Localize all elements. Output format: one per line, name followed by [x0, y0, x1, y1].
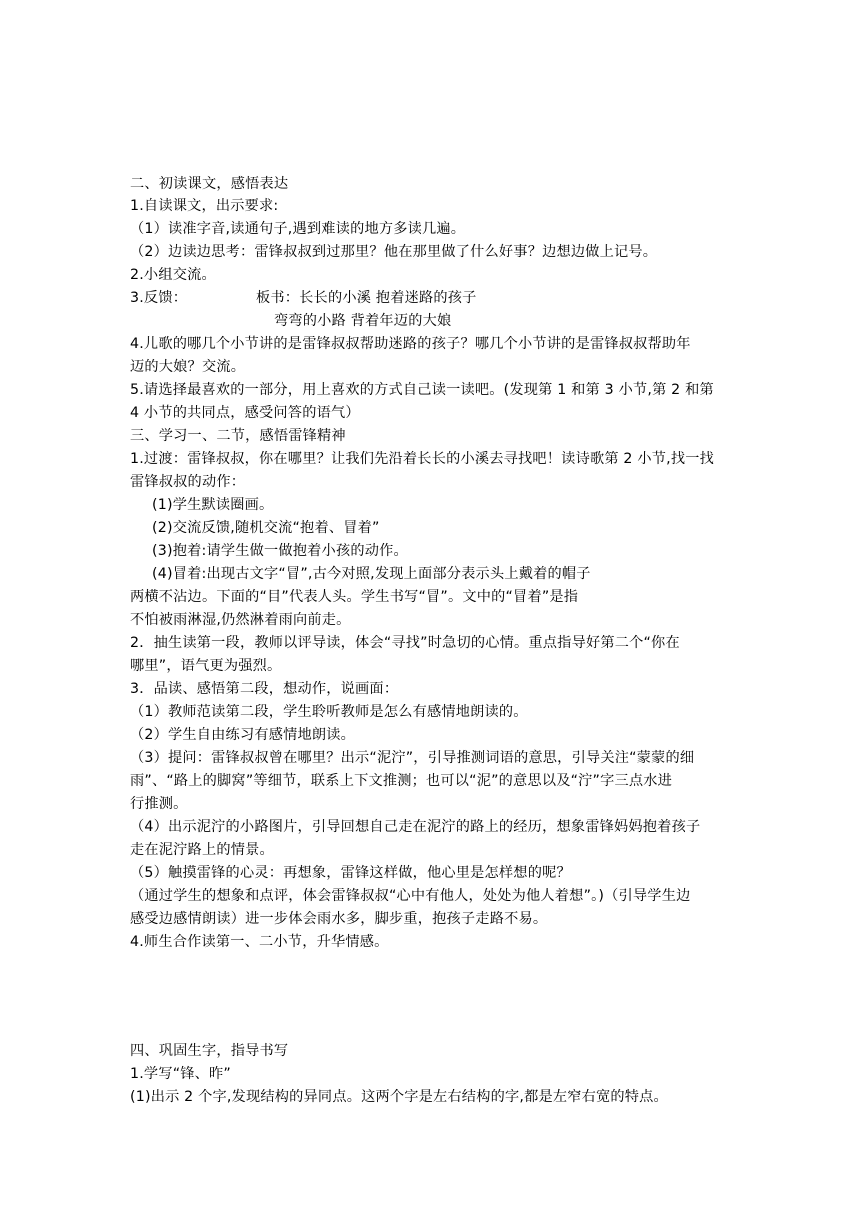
text-line: 哪里”，语气更为强烈。 — [130, 658, 282, 674]
text-line: 3.反馈： — [130, 290, 188, 306]
text-line: （1）教师范读第二段，学生聆听教师是怎么有感情地朗读的。 — [130, 704, 528, 720]
text-line: （4）出示泥泞的小路图片，引导回想自己走在泥泞的路上的经历，想象雷锋妈妈抱着孩子 — [130, 819, 701, 835]
sub-item: (3)抱着:请学生做一做抱着小孩的动作。 — [152, 543, 408, 559]
text-line: 1.学写“锋、昨” — [130, 1066, 231, 1082]
text-line: （通过学生的想象和点评，体会雷锋叔叔“心中有他人，处处为他人着想”。)（引导学生边 — [130, 888, 691, 904]
text-line: 雨”、“路上的脚窝”等细节，联系上下文推测；也可以“泥”的意思以及“泞”字三点水进 — [130, 773, 673, 789]
text-line: (1)出示 2 个字,发现结构的异同点。这两个字是左右结构的字,都是左窄右宽的特点。 — [130, 1089, 668, 1105]
text-line: 两横不沾边。下面的“目”代表人头。学生书写“冒”。文中的“冒着”是指 — [130, 589, 579, 605]
sub-item: (4)冒着:出现古文字“冒”,古今对照,发现上面部分表示头上戴着的帽子 — [152, 566, 591, 582]
text-line: 2．抽生读第一段，教师以评导读，体会“寻找”时急切的心情。重点指导好第二个“你在 — [130, 635, 680, 651]
text-line: （1）读准字音,读通句子,遇到难读的地方多读几遍。 — [130, 221, 466, 237]
section-heading-2: 二、初读课文，感悟表达 — [130, 176, 289, 192]
blackboard-line-2: 弯弯的小路 背着年迈的大娘 — [274, 313, 452, 329]
text-line: 2.小组交流。 — [130, 267, 216, 283]
text-line: 1.自读课文，出示要求: — [130, 198, 279, 214]
text-line: 行推测。 — [130, 796, 188, 812]
text-line: 4 小节的共同点，感受问答的语气） — [130, 405, 360, 421]
text-line: （2）边读边思考：雷锋叔叔到过那里？他在那里做了什么好事？边想边做上记号。 — [130, 244, 658, 260]
sub-item: (2)交流反馈,随机交流“抱着、冒着” — [152, 520, 380, 536]
text-line: 雷锋叔叔的动作： — [130, 474, 246, 490]
text-line: 1.过渡：雷锋叔叔，你在哪里？让我们先沿着长长的小溪去寻找吧！读诗歌第 2 小节,找一找 — [130, 451, 715, 467]
text-line: 迈的大娘？交流。 — [130, 359, 246, 375]
text-line: （5）触摸雷锋的心灵：再想象，雷锋这样做，他心里是怎样想的呢？ — [130, 865, 571, 881]
text-line: 不怕被雨淋湿,仍然淋着雨向前走。 — [130, 612, 351, 628]
text-line: 4.师生合作读第一、二小节，升华情感。 — [130, 934, 389, 950]
text-line: 5.请选择最喜欢的一部分，用上喜欢的方式自己读一读吧。(发现第 1 和第 3 小节,第 2 和第 — [130, 382, 714, 398]
blackboard-line-1: 板书：长长的小溪 抱着迷路的孩子 — [256, 290, 477, 306]
text-line: 感受边感情朗读）进一步体会雨水多，脚步重，抱孩子走路不易。 — [130, 911, 548, 927]
text-line: （3）提问：雷锋叔叔曾在哪里？出示“泥泞”，引导推测词语的意思，引导关注“蒙蒙的细 — [130, 750, 695, 766]
section-heading-3: 三、学习一、二节，感悟雷锋精神 — [130, 428, 346, 444]
text-line: 3．品读、感悟第二段，想动作，说画面： — [130, 681, 399, 697]
text-line: 4.儿歌的哪几个小节讲的是雷锋叔叔帮助迷路的孩子？哪几个小节讲的是雷锋叔叔帮助年 — [130, 336, 691, 352]
text-line: （2）学生自由练习有感情地朗读。 — [130, 727, 356, 743]
text-line: 走在泥泞路上的情景。 — [130, 842, 274, 858]
sub-item: (1)学生默读圈画。 — [152, 497, 274, 513]
section-heading-4: 四、巩固生字，指导书写 — [130, 1043, 289, 1059]
